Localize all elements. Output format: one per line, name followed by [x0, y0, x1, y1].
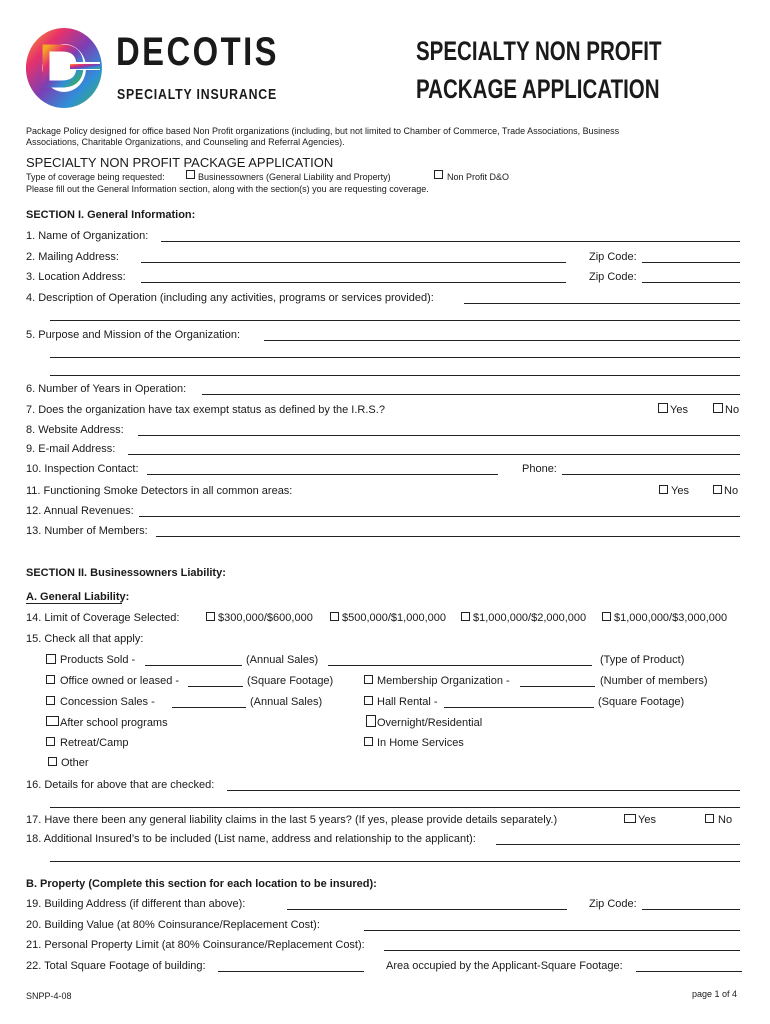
location-address-field[interactable] [141, 282, 566, 283]
application-heading: SPECIALTY NON PROFIT PACKAGE APPLICATION [26, 155, 334, 170]
section2-heading: SECTION II. Businessowners Liability: [26, 567, 226, 579]
property-heading: B. Property (Complete this section for each location to be insured): [26, 878, 377, 890]
in-home-checkbox[interactable] [364, 737, 373, 746]
office-square-footage-label: (Square Footage) [247, 675, 334, 687]
description-field-2[interactable] [50, 320, 740, 321]
additional-insured-field-2[interactable] [50, 861, 740, 862]
q13-label: 13. Number of Members: [26, 525, 148, 537]
coverage-businessowners-checkbox[interactable] [186, 170, 195, 179]
q3-label: 3. Location Address: [26, 271, 126, 283]
tax-exempt-yes-label: Yes [670, 404, 688, 416]
purpose-field-1[interactable] [264, 340, 740, 341]
q12-label: 12. Annual Revenues: [26, 505, 134, 517]
details-field-2[interactable] [50, 807, 740, 808]
after-school-checkbox[interactable] [46, 716, 59, 726]
revenues-field[interactable] [139, 516, 740, 517]
q10-label: 10. Inspection Contact: [26, 463, 139, 475]
square-footage-field[interactable] [218, 971, 364, 972]
limit-300k-checkbox[interactable] [206, 612, 215, 621]
q6-label: 6. Number of Years in Operation: [26, 383, 187, 395]
office-checkbox[interactable] [46, 675, 55, 684]
details-field-1[interactable] [227, 790, 740, 791]
coverage-dno-label: Non Profit D&O [447, 172, 510, 182]
additional-insured-field-1[interactable] [496, 844, 740, 845]
personal-property-field[interactable] [384, 950, 740, 951]
products-type-field[interactable] [328, 665, 592, 666]
limit-1m-3m-label: $1,000,000/$3,000,000 [614, 612, 728, 624]
q14-label: 14. Limit of Coverage Selected: [26, 612, 180, 624]
building-value-field[interactable] [364, 930, 740, 931]
coverage-businessowners-label: Businessowners (General Liability and Property) [198, 172, 391, 182]
mailing-zip-label: Zip Code: [589, 251, 637, 263]
area-occupied-label: Area occupied by the Applicant-Square Footage: [386, 960, 623, 972]
in-home-label: In Home Services [377, 737, 464, 749]
q1-label: 1. Name of Organization: [26, 230, 149, 242]
email-field[interactable] [128, 454, 740, 455]
other-label: Other [61, 757, 89, 769]
building-zip-label: Zip Code: [589, 898, 637, 910]
office-label: Office owned or leased - [60, 675, 180, 687]
tax-exempt-no-checkbox[interactable] [713, 403, 723, 413]
building-address-field[interactable] [287, 909, 567, 910]
org-name-field[interactable] [161, 241, 740, 242]
coverage-dno-checkbox[interactable] [434, 170, 443, 179]
limit-500k-label: $500,000/$1,000,000 [342, 612, 446, 624]
limit-300k-label: $300,000/$600,000 [218, 612, 313, 624]
form-title-line2: PACKAGE APPLICATION [416, 74, 660, 104]
phone-field[interactable] [562, 474, 740, 475]
smoke-no-label: No [724, 485, 739, 497]
section1-heading: SECTION I. General Information: [26, 209, 196, 221]
q22-label: 22. Total Square Footage of building: [26, 960, 206, 972]
type-of-product-label: (Type of Product) [600, 654, 685, 666]
area-occupied-field[interactable] [636, 971, 742, 972]
q19-label: 19. Building Address (if different than above): [26, 898, 246, 910]
claims-no-label: No [718, 814, 733, 826]
number-of-members-label: (Number of members) [600, 675, 708, 687]
tax-exempt-yes-checkbox[interactable] [658, 403, 668, 413]
location-zip-label: Zip Code: [589, 271, 637, 283]
brand-name: DECOTIS [116, 30, 280, 74]
concession-sales-field[interactable] [172, 707, 246, 708]
q20-label: 20. Building Value (at 80% Coinsurance/Replacement Cost): [26, 919, 320, 931]
concession-annual-sales-label: (Annual Sales) [250, 696, 323, 708]
logo-mark-icon [26, 24, 102, 108]
after-school-label: After school programs [60, 717, 168, 729]
mailing-zip-field[interactable] [642, 262, 740, 263]
retreat-label: Retreat/Camp [60, 737, 129, 749]
claims-yes-checkbox[interactable] [624, 814, 636, 823]
general-liability-underline [26, 603, 122, 604]
q15-label: 15. Check all that apply: [26, 633, 144, 645]
purpose-field-3[interactable] [50, 375, 740, 376]
page-number: page 1 of 4 [692, 989, 738, 999]
intro-line2: Associations, Charitable Organizations, and Counseling and Referral Agencies). [26, 137, 345, 147]
concession-label: Concession Sales - [60, 696, 155, 708]
claims-no-checkbox[interactable] [705, 814, 714, 823]
limit-1m-2m-label: $1,000,000/$2,000,000 [473, 612, 587, 624]
q4-label: 4. Description of Operation (including any activities, programs or services provided): [26, 292, 434, 304]
hall-rental-label: Hall Rental - [377, 696, 438, 708]
purpose-field-2[interactable] [50, 357, 740, 358]
membership-checkbox[interactable] [364, 675, 373, 684]
tax-exempt-no-label: No [725, 404, 740, 416]
office-footage-field[interactable] [188, 686, 243, 687]
brand-subtitle: SPECIALTY INSURANCE [117, 86, 278, 103]
website-field[interactable] [138, 435, 740, 436]
coverage-label: Type of coverage being requested: [26, 172, 165, 182]
products-sold-label: Products Sold - [60, 654, 136, 666]
general-liability-heading: A. General Liability: [26, 591, 130, 603]
years-field[interactable] [202, 394, 740, 395]
q7-label: 7. Does the organization have tax exempt status as defined by the I.R.S.? [26, 404, 385, 416]
members-field[interactable] [156, 536, 740, 537]
location-zip-field[interactable] [642, 282, 740, 283]
form-title-line1: SPECIALTY NON PROFIT [416, 36, 662, 66]
mailing-address-field[interactable] [141, 262, 566, 263]
q21-label: 21. Personal Property Limit (at 80% Coinsurance/Replacement Cost): [26, 939, 365, 951]
q5-label: 5. Purpose and Mission of the Organization: [26, 329, 241, 341]
limit-1m-3m-checkbox[interactable] [602, 612, 611, 621]
intro-line1: Package Policy designed for office based Non Profit organizations (including, but not limited to Chamber of Commerce, Trade Associations, Business [26, 126, 620, 136]
products-annual-sales-label: (Annual Sales) [246, 654, 319, 666]
form-code: SNPP-4-08 [26, 991, 72, 1001]
smoke-yes-checkbox[interactable] [659, 485, 668, 494]
products-sold-checkbox[interactable] [46, 654, 56, 664]
overnight-label: Overnight/Residential [377, 717, 483, 729]
phone-label: Phone: [522, 463, 557, 475]
claims-yes-label: Yes [638, 814, 656, 826]
products-sales-field[interactable] [145, 665, 242, 666]
fill-note: Please fill out the General Information section, along with the section(s) you are requesting coverage. [26, 184, 429, 194]
hall-square-footage-label: (Square Footage) [598, 696, 685, 708]
q9-label: 9. E-mail Address: [26, 443, 116, 455]
membership-count-field[interactable] [520, 686, 595, 687]
concession-checkbox[interactable] [46, 696, 55, 705]
membership-label: Membership Organization - [377, 675, 510, 687]
smoke-no-checkbox[interactable] [713, 485, 722, 494]
company-logo [26, 24, 102, 108]
hall-footage-field[interactable] [444, 707, 594, 708]
overnight-checkbox[interactable] [366, 715, 376, 727]
q18-label: 18. Additional Insured’s to be included (List name, address and relationship to the applicant): [26, 833, 476, 845]
description-field-1[interactable] [464, 303, 740, 304]
q17-label: 17. Have there been any general liability claims in the last 5 years? (If yes, please provide details separately.) [26, 814, 558, 826]
limit-1m-2m-checkbox[interactable] [461, 612, 470, 621]
other-checkbox[interactable] [48, 757, 57, 766]
inspection-contact-field[interactable] [147, 474, 498, 475]
q8-label: 8. Website Address: [26, 424, 124, 436]
hall-rental-checkbox[interactable] [364, 696, 373, 705]
smoke-yes-label: Yes [671, 485, 689, 497]
limit-500k-checkbox[interactable] [330, 612, 339, 621]
q2-label: 2. Mailing Address: [26, 251, 119, 263]
q11-label: 11. Functioning Smoke Detectors in all common areas: [26, 485, 293, 497]
retreat-checkbox[interactable] [46, 737, 55, 746]
q16-label: 16. Details for above that are checked: [26, 779, 215, 791]
building-zip-field[interactable] [642, 909, 740, 910]
